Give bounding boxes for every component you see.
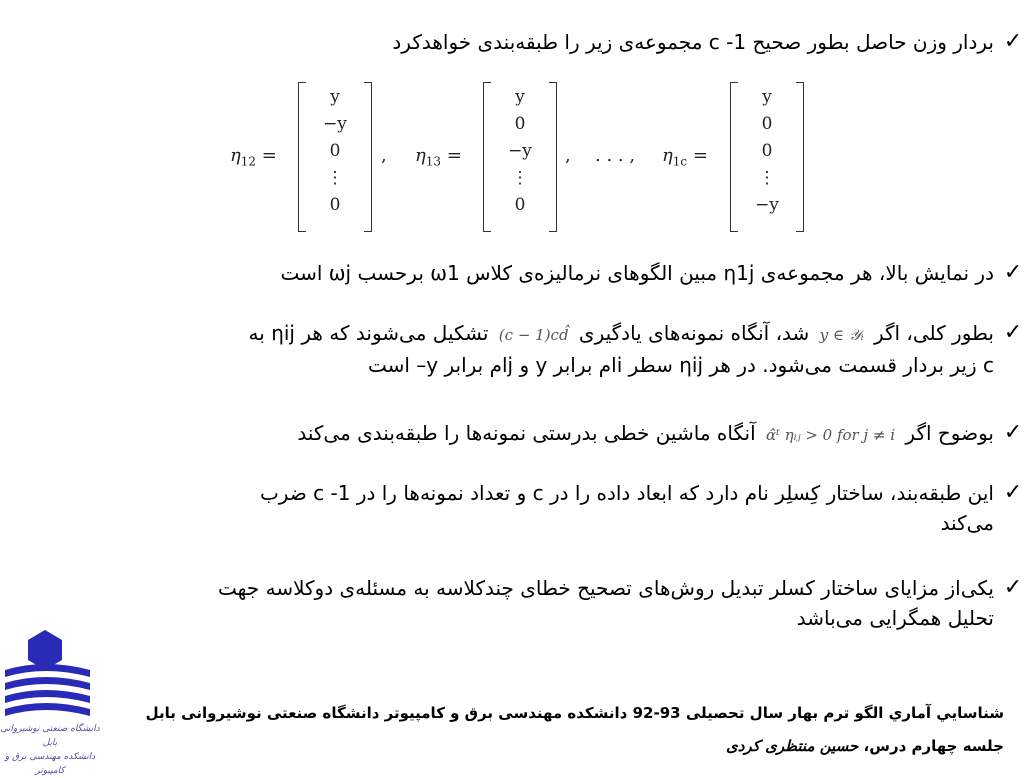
check-icon: ✓ (1003, 420, 1023, 445)
footer-course-info: شناسايي آماري الگو ترم بهار سال تحصیلی 93-92 دانشکده مهندسی برق و کامپیوتر دانشگاه صنعتی نوشیروانی بابل (145, 704, 1004, 722)
comma: , (565, 145, 571, 166)
vector-cell: −y (508, 141, 532, 161)
bullet-text: در نمایش بالا، هر مجموعه‌ی η1j مبین الگوهای نرمالیزه‌ی کلاس ω1 برحسب ωj است (280, 261, 994, 285)
bullet-6 (34, 573, 1023, 633)
eta-1c-vector (730, 82, 804, 232)
bullet-line-1: یکی‌از مزایای ساختار کسلر تبدیل روش‌های تصحیح خطای چندکلاسه به مسئله‌ی دوکلاسه جهت (218, 576, 994, 600)
bullet-3 (34, 318, 1023, 380)
bullet-line-2: c زیر بردار قسمت می‌شود. در هر ηij سطر iام برابر y و jام برابر y– است (367, 353, 994, 377)
vector-cell: ⋮ (758, 168, 776, 188)
comma: , (381, 145, 387, 166)
vector-cell: y (330, 87, 340, 107)
eta-12-vector (298, 82, 372, 232)
bullet-5 (34, 478, 1023, 538)
bullet-1 (392, 27, 1023, 57)
check-icon: ✓ (1003, 575, 1023, 600)
bullet-line-1: بطور کلی، اگر y ∈ 𝒴ᵢ شد، آنگاه نمونه‌های یادگیری (c − 1)cd̂ تشکیل می‌شوند که هر ηij به (34, 318, 994, 350)
vector-cell: −y (323, 114, 347, 134)
eta-13-label: $\eta_{13}$ = (415, 145, 462, 169)
check-icon: ✓ (1003, 320, 1023, 345)
vector-cell: 0 (329, 195, 341, 215)
linear-condition-formula: α̂ᵗ ηᵢⱼ > 0 for j ≠ i (765, 426, 896, 444)
vector-cell: −y (755, 195, 779, 215)
sample-count-formula: (c − 1)cd̂ (498, 326, 569, 344)
bullet-line-2: می‌کند (940, 511, 994, 535)
vector-cell: 0 (329, 141, 341, 161)
bullet-text: بردار وزن حاصل بطور صحیح c -1 مجموعه‌ی زیر را طبقه‌بندی خواهدکرد (392, 30, 994, 54)
vector-cell: y (515, 87, 525, 107)
check-icon: ✓ (1003, 29, 1023, 54)
footer-session-info: جلسه چهارم درس، حسین منتظری کردی (726, 737, 1004, 755)
ellipsis: . . . , (595, 145, 636, 166)
eta-12-label: $\eta_{12}$ = (230, 145, 277, 169)
vector-cell: y (762, 87, 772, 107)
bullet-text: بوضوح اگر α̂ᵗ ηᵢⱼ > 0 for j ≠ i آنگاه ماشین خطی بدرستی نمونه‌ها را طبقه‌بندی می‌کند (297, 418, 994, 450)
author-name: حسین منتظری کردی (726, 737, 859, 755)
y-in-class-formula: y ∈ 𝒴ᵢ (819, 326, 864, 344)
bullet-line-1: این طبقه‌بند، ساختار کِسلِر نام دارد که ابعاد داده را در c و تعداد نمونه‌ها را در c -1 ضرب (259, 481, 994, 505)
vector-cell: 0 (514, 195, 526, 215)
vector-cell: 0 (514, 114, 526, 134)
vector-cell: ⋮ (326, 168, 344, 188)
eta-vectors-formula (225, 82, 815, 232)
bullet-2 (280, 258, 1023, 288)
bullet-line-2: تحلیل همگرایی می‌باشد (796, 606, 994, 630)
eta-13-vector (483, 82, 557, 232)
vector-cell: 0 (761, 114, 773, 134)
logo-caption: دانشگاه صنعتی نوشیروانی بابل دانشکده مهندسی برق و کامپیوتر (0, 724, 100, 776)
vector-cell: 0 (761, 141, 773, 161)
eta-1c-label: $\eta_{1c}$ = (662, 145, 708, 169)
bullet-4 (297, 418, 1023, 450)
vector-cell: ⋮ (511, 168, 529, 188)
check-icon: ✓ (1003, 480, 1023, 505)
check-icon: ✓ (1003, 260, 1023, 285)
